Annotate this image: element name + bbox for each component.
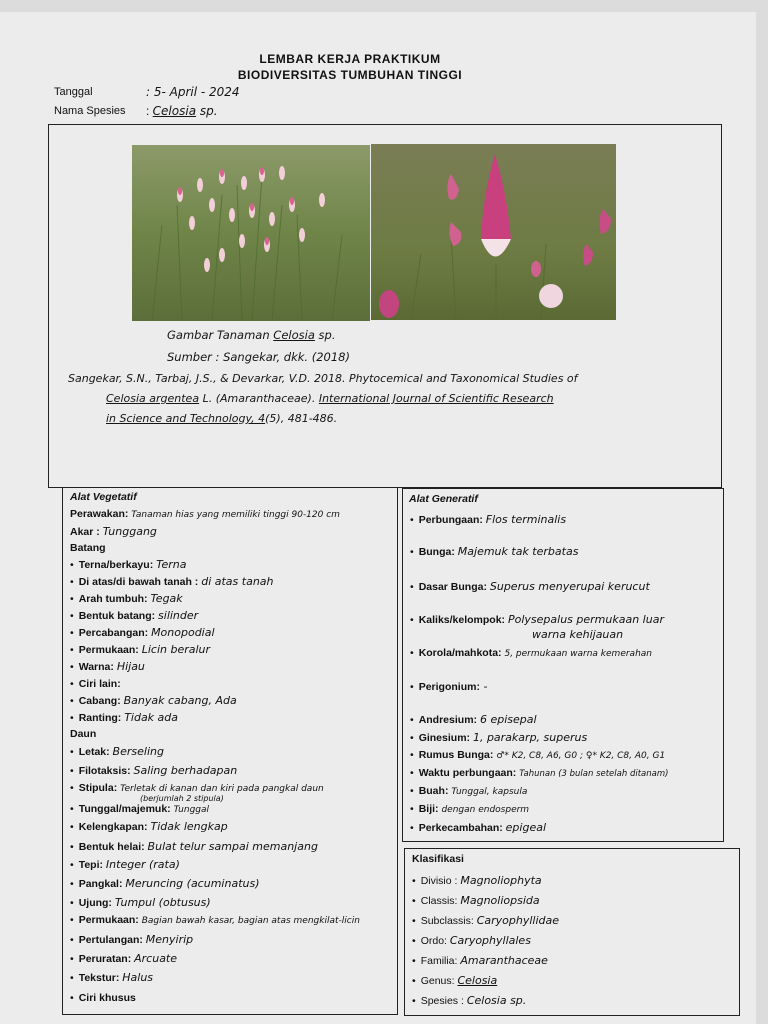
perawakan-row: Perawakan: Tanaman hias yang memiliki tinggi 90-120 cm (70, 508, 340, 520)
dasar-bunga-row: • Dasar Bunga: Superus menyerupai kerucut (410, 580, 650, 593)
daun-pangkal-row: • Pangkal: Meruncing (acuminatus) (70, 877, 260, 890)
batang-item: • Percabangan: Monopodial (70, 626, 215, 639)
klasifikasi-item: • Divisio : Magnoliophyta (412, 874, 542, 887)
perbungaan-row: • Perbungaan: Flos terminalis (410, 513, 566, 526)
andresium-row: • Andresium: 6 episepal (410, 713, 537, 726)
reference-line1: Sangekar, S.N., Tarbaj, J.S., & Devarkar, V.D. 2018. Phytocemical and Taxonomical Studies of (68, 372, 578, 385)
vegetatif-title: Alat Vegetatif (70, 491, 137, 503)
korola-row: • Korola/mahkota: 5, permukaan warna kemerahan (410, 647, 652, 659)
daun-bentuk-row: • Bentuk helai: Bulat telur sampai memanjang (70, 840, 318, 853)
plant-photo-field (132, 145, 370, 321)
daun-title: Daun (70, 728, 97, 740)
rumus-bunga-row: • Rumus Bunga: ♂* K2, C8, A6, G0 ; ♀* K2, C8, A0, G1 (410, 749, 665, 761)
species-label: Nama Spesies (54, 105, 126, 117)
batang-item: • Ranting: Tidak ada (70, 711, 178, 724)
plant-field-image (132, 145, 370, 321)
species-value: : Celosia sp. (146, 104, 218, 118)
plant-closeup-image (371, 144, 616, 320)
ginesium-row: • Ginesium: 1, parakarp, superus (410, 731, 587, 744)
daun-permukaan-row: • Permukaan: Bagian bawah kasar, bagian atas mengkilat-licin (70, 914, 360, 926)
figure-source: Sumber : Sangekar, dkk. (2018) (167, 350, 350, 364)
daun-stipula-note: (berjumlah 2 stipula) (140, 794, 224, 803)
reference-line2: Celosia argentea L. (Amaranthaceae). International Journal of Scientific Research (106, 392, 554, 405)
daun-peruratan-row: • Peruratan: Arcuate (70, 952, 177, 965)
batang-item: • Di atas/di bawah tanah : di atas tanah (70, 575, 274, 588)
daun-tekstur-row: • Tekstur: Halus (70, 971, 153, 984)
kaliks-row-cont: warna kehijauan (532, 628, 624, 641)
daun-ujung-row: • Ujung: Tumpul (obtusus) (70, 896, 211, 909)
daun-stipula-row: • Stipula: Terletak di kanan dan kiri pada pangkal daun (70, 782, 324, 794)
daun-tunggal-row: • Tunggal/majemuk: Tunggal (70, 803, 209, 815)
klasifikasi-item: • Familia: Amaranthaceae (412, 954, 548, 967)
figure-caption: Gambar Tanaman Celosia sp. (167, 328, 336, 342)
perigonium-row: • Perigonium: - (410, 680, 487, 693)
worksheet-title-line2: BIODIVERSITAS TUMBUHAN TINGGI (237, 68, 463, 82)
worksheet-title-line1: LEMBAR KERJA PRAKTIKUM (259, 52, 441, 66)
batang-item: • Cabang: Banyak cabang, Ada (70, 694, 237, 707)
biji-row: • Biji: dengan endosperm (410, 803, 529, 815)
daun-filotaksis-row: • Filotaksis: Saling berhadapan (70, 764, 237, 777)
plant-photo-closeup (371, 144, 616, 320)
batang-item: • Warna: Hijau (70, 660, 145, 673)
daun-ciri-row: • Ciri khusus (70, 991, 136, 1004)
klasifikasi-item: • Subclassis: Caryophyllidae (412, 914, 559, 927)
date-label: Tanggal (54, 86, 93, 98)
daun-letak-row: • Letak: Berseling (70, 745, 164, 758)
generatif-title: Alat Generatif (409, 493, 478, 505)
bunga-row: • Bunga: Majemuk tak terbatas (410, 545, 578, 558)
daun-pertulangan-row: • Pertulangan: Menyirip (70, 933, 193, 946)
batang-title: Batang (70, 542, 106, 554)
klasifikasi-title: Klasifikasi (412, 853, 464, 865)
klasifikasi-item: • Ordo: Caryophyllales (412, 934, 531, 947)
daun-tepi-row: • Tepi: Integer (rata) (70, 858, 180, 871)
batang-item: • Bentuk batang: silinder (70, 609, 198, 622)
daun-kelengkapan-row: • Kelengkapan: Tidak lengkap (70, 820, 228, 833)
waktu-perbungaan-row: • Waktu perbungaan: Tahunan (3 bulan setelah ditanam) (410, 767, 668, 779)
klasifikasi-item: • Classis: Magnoliopsida (412, 894, 540, 907)
akar-row: Akar : Tunggang (70, 525, 157, 538)
batang-item: • Terna/berkayu: Terna (70, 558, 186, 571)
batang-item: • Arah tumbuh: Tegak (70, 592, 183, 605)
batang-item: • Ciri lain: (70, 677, 121, 690)
batang-item: • Permukaan: Licin beralur (70, 643, 210, 656)
klasifikasi-item: • Spesies : Celosia sp. (412, 994, 526, 1007)
reference-line3: in Science and Technology, 4(5), 481-486. (106, 412, 338, 425)
perkecambahan-row: • Perkecambahan: epigeal (410, 821, 546, 834)
buah-row: • Buah: Tunggal, kapsula (410, 785, 527, 797)
kaliks-row: • Kaliks/kelompok: Polysepalus permukaan luar (410, 613, 664, 626)
klasifikasi-item: • Genus: Celosia (412, 974, 497, 987)
date-value: : 5- April - 2024 (146, 85, 240, 99)
